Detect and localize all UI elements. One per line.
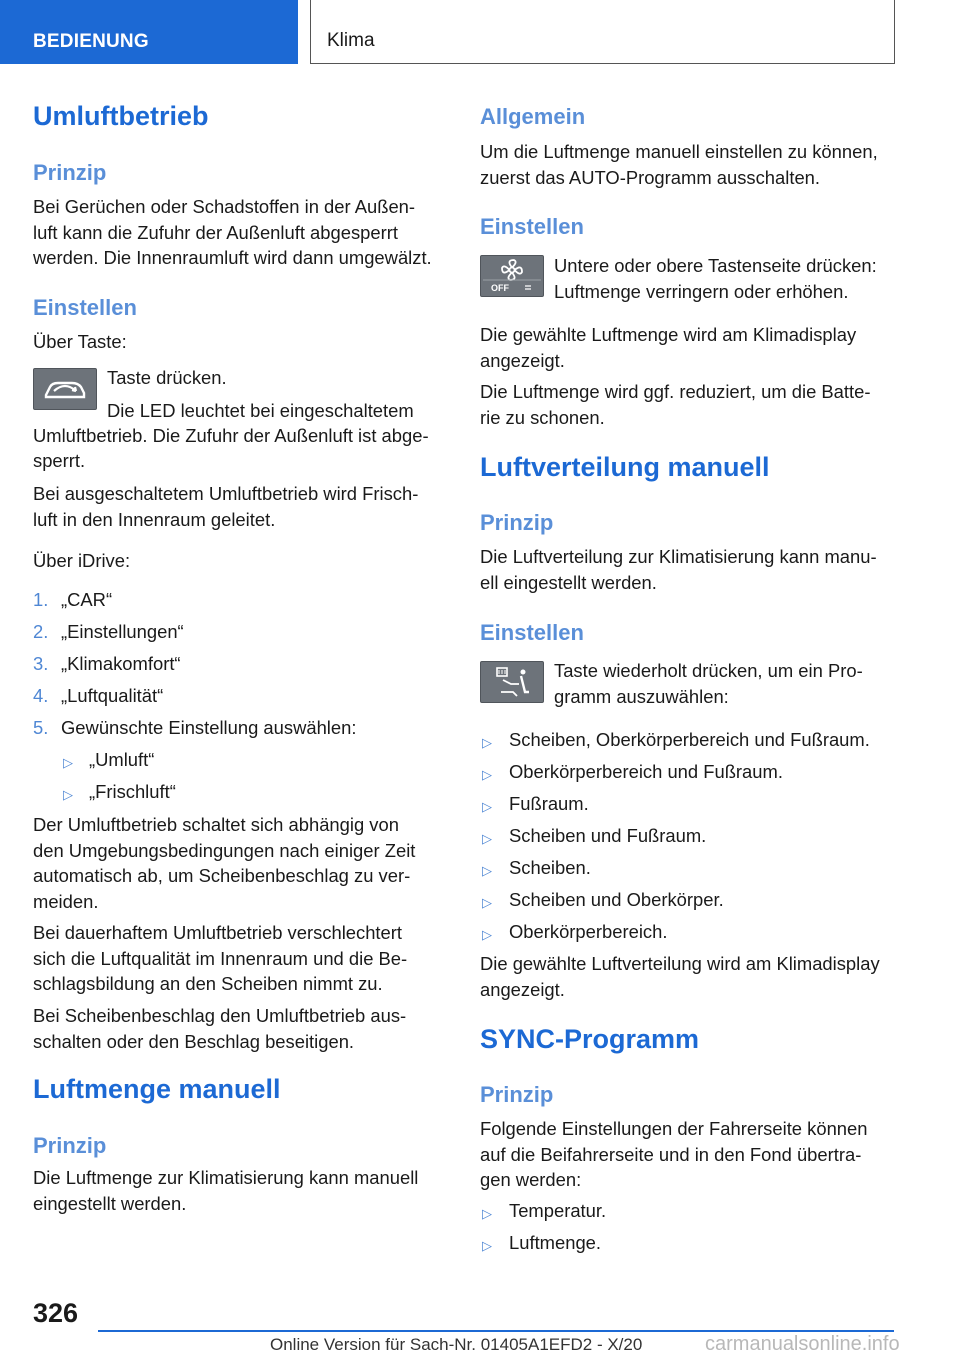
bullet-triangle-icon: ▷ xyxy=(482,1206,492,1221)
sync-item-text: Luftmenge. xyxy=(509,1232,602,1253)
step-text: „Luftqualität“ xyxy=(61,685,164,706)
step-text: „Klimakomfort“ xyxy=(61,653,181,674)
gewaehlt-text xyxy=(480,322,856,373)
subheading-einstellen: Einstellen xyxy=(33,295,137,320)
bullet-triangle-icon: ▷ xyxy=(482,895,492,910)
step-text: „CAR“ xyxy=(61,589,113,610)
wiederholt-text xyxy=(554,658,863,709)
text-line: Folgende Einstellungen der Fahrerseite können xyxy=(480,1118,868,1139)
section-tab: BEDIENUNG xyxy=(0,0,298,64)
text-line: luft in den Innenraum geleitet. xyxy=(33,508,276,530)
text-line: Bei ausgeschaltetem Umluftbetrieb wird Frisch- xyxy=(33,483,419,504)
dauerhaft-text xyxy=(33,920,407,997)
bullet-triangle-icon: ▷ xyxy=(482,735,492,750)
subheading-prinzip: Prinzip xyxy=(33,160,107,185)
text-line: Die Luftverteilung zur Klimatisierung kann manu- xyxy=(480,546,877,567)
footer-divider xyxy=(98,1330,894,1332)
text-line: Der Umluftbetrieb schaltet sich abhängig von xyxy=(33,814,399,835)
sync-item-text: Temperatur. xyxy=(509,1200,607,1221)
text-line: Luftmenge verringern oder erhöhen. xyxy=(554,280,849,302)
prinzip2-text xyxy=(33,1165,418,1216)
text-line: Bei dauerhaftem Umluftbetrieb verschlechtert xyxy=(33,922,403,943)
text-line: den Umgebungsbedingungen nach einiger Zeit xyxy=(33,839,416,861)
text-line: rie zu schonen. xyxy=(480,406,605,428)
page-number: 326 xyxy=(33,1298,79,1328)
reduziert-text xyxy=(480,379,870,430)
program-text: Scheiben, Oberkörperbereich und Fußraum. xyxy=(509,729,870,750)
text-line: luft kann die Zufuhr der Außenluft abgesperrt xyxy=(33,221,398,243)
text-line: Um die Luftmenge manuell einstellen zu können, xyxy=(480,141,878,162)
taste-druecken-text: Taste drücken. xyxy=(107,367,227,388)
prinzip4-text xyxy=(480,1116,867,1193)
text-line: gen werden: xyxy=(480,1169,582,1190)
text-line: Taste wiederholt drücken, um ein Pro- xyxy=(554,660,863,681)
text-line: sich die Luftqualität im Innenraum und die Be- xyxy=(33,947,408,969)
bullet-triangle-icon: ▷ xyxy=(63,787,73,802)
step-number: 4. xyxy=(33,685,49,706)
subheading-allgemein: Allgemein xyxy=(480,104,586,129)
bullet-triangle-icon: ▷ xyxy=(63,755,73,770)
text-line: Bei Scheibenbeschlag den Umluftbetrieb aus- xyxy=(33,1005,407,1026)
step-number: 2. xyxy=(33,621,49,642)
bullet-triangle-icon: ▷ xyxy=(482,927,492,942)
text-line: automatisch ab, um Scheibenbeschlag zu ver- xyxy=(33,865,411,886)
subheading-prinzip: Prinzip xyxy=(480,510,554,535)
text-line: werden. Die Innenraumluft wird dann umgewälzt. xyxy=(33,247,432,268)
subheading-prinzip: Prinzip xyxy=(480,1082,554,1107)
prinzip-text xyxy=(33,194,432,271)
air-distribution-button-icon xyxy=(480,661,544,703)
auto-text xyxy=(33,812,415,914)
bullet-triangle-icon: ▷ xyxy=(482,831,492,846)
prinzip3-text xyxy=(480,544,877,595)
text-line: Untere oder obere Tastenseite drücken: xyxy=(554,255,877,276)
fan-text xyxy=(554,253,877,304)
bullet-triangle-icon: ▷ xyxy=(482,799,492,814)
verteilung-text xyxy=(480,951,880,1002)
text-line: schlagsbildung an den Scheiben nimmt zu. xyxy=(33,973,383,994)
text-line: meiden. xyxy=(33,890,99,912)
text-line: Die gewählte Luftmenge wird am Klimadisplay xyxy=(480,324,857,345)
program-text: Scheiben und Oberkörper. xyxy=(509,889,724,910)
program-text: Fußraum. xyxy=(509,793,589,814)
watermark: carmanualsonline.info xyxy=(705,1333,900,1355)
online-version-text: Online Version für Sach-Nr. 01405A1EFD2 - X/20 xyxy=(270,1335,643,1354)
step-number: 3. xyxy=(33,653,49,674)
text-line: Die Luftmenge zur Klimatisierung kann manuell xyxy=(33,1167,419,1188)
step-text: Gewünschte Einstellung auswählen: xyxy=(61,717,357,738)
chapter-title: Klima xyxy=(310,0,895,64)
text-line: eingestellt werden. xyxy=(33,1192,187,1214)
text-line: Die LED leuchtet bei eingeschaltetem xyxy=(107,400,414,421)
text-line: auf die Beifahrerseite und in den Fond übertra- xyxy=(480,1143,862,1165)
bullet-triangle-icon: ▷ xyxy=(482,767,492,782)
program-text: Oberkörperbereich. xyxy=(509,921,668,942)
allgemein-text xyxy=(480,139,878,190)
heading-luftmenge-manuell: Luftmenge manuell xyxy=(33,1074,281,1104)
subheading-einstellen: Einstellen xyxy=(480,214,584,239)
ueber-idrive-text: Über iDrive: xyxy=(33,550,131,571)
bullet-triangle-icon: ▷ xyxy=(482,1238,492,1253)
text-line: Die Luftmenge wird ggf. reduziert, um die Batte- xyxy=(480,381,871,402)
program-text: Oberkörperbereich und Fußraum. xyxy=(509,761,783,782)
text-line: zuerst das AUTO-Programm ausschalten. xyxy=(480,166,821,188)
step-number: 5. xyxy=(33,717,49,738)
subheading-prinzip: Prinzip xyxy=(33,1133,107,1158)
heading-luftverteilung-manuell: Luftverteilung manuell xyxy=(480,452,770,482)
bullet-triangle-icon: ▷ xyxy=(482,863,492,878)
text-line: angezeigt. xyxy=(480,349,565,371)
step-number: 1. xyxy=(33,589,49,610)
text-line: Die gewählte Luftverteilung wird am Klimadisplay xyxy=(480,953,880,974)
recirculation-button-icon xyxy=(33,368,97,410)
text-line: ell eingestellt werden. xyxy=(480,571,657,593)
text-line: Bei Gerüchen oder Schadstoffen in der Außen- xyxy=(33,196,416,217)
substep-text: „Frischluft“ xyxy=(89,781,176,802)
subheading-einstellen: Einstellen xyxy=(480,620,584,645)
text-line: sperrt. xyxy=(33,450,86,471)
ueber-taste-text: Über Taste: xyxy=(33,331,127,352)
text-line: angezeigt. xyxy=(480,978,565,1000)
heading-umluftbetrieb: Umluftbetrieb xyxy=(33,101,209,131)
fan-off-label: OFF xyxy=(491,283,509,293)
program-text: Scheiben. xyxy=(509,857,591,878)
text-line: Umluftbetrieb. Die Zufuhr der Außenluft ist abge- xyxy=(33,425,429,446)
program-text: Scheiben und Fußraum. xyxy=(509,825,707,846)
fan-button-icon xyxy=(480,255,544,297)
step-text: „Einstellungen“ xyxy=(61,621,184,642)
text-line: gramm auszuwählen: xyxy=(554,685,729,707)
text-line: schalten oder den Beschlag beseitigen. xyxy=(33,1030,355,1052)
ausgeschaltet-text xyxy=(33,481,418,532)
beschlag-text xyxy=(33,1003,406,1054)
heading-sync-programm: SYNC-Programm xyxy=(480,1024,700,1054)
substep-text: „Umluft“ xyxy=(89,749,155,770)
